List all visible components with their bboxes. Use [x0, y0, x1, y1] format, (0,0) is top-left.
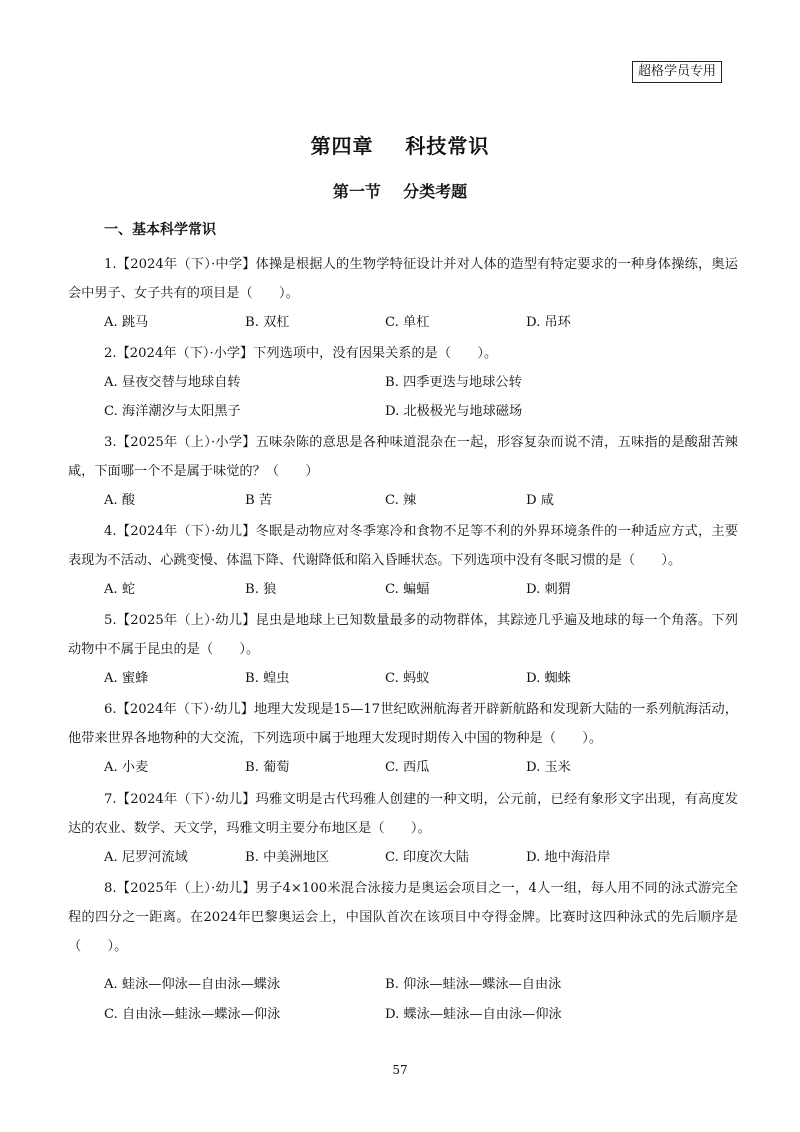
- option-d: D. 北极极光与地球磁场: [385, 404, 523, 419]
- chapter-title: 第四章 科技常识: [310, 134, 490, 158]
- option-d: D. 蝶泳—蛙泳—自由泳—仰泳: [385, 1007, 562, 1022]
- option-d: D. 地中海沿岸: [526, 850, 611, 865]
- option-b: B. 葡萄: [245, 760, 290, 775]
- part-heading: 一、基本科学常识: [104, 222, 216, 238]
- option-d: D. 蜘蛛: [526, 671, 571, 686]
- question-5-text: 5.【2025年（上）·幼儿】昆虫是地球上已知数量最多的动物群体，其踪迹几乎遍及地球的每一个角落。下列动物中不属于昆虫的是（ ）。: [68, 613, 738, 657]
- option-a: A. 蛙泳—仰泳—自由泳—蝶泳: [104, 977, 281, 992]
- option-c: C. 辣: [385, 493, 417, 508]
- option-c: C. 西瓜: [385, 760, 430, 775]
- question-8-text: 8.【2025年（上）·幼儿】男子4×100米混合泳接力是奥运会项目之一，4人一组，每人用不同的泳式游完全程的四分之一距离。在2024年巴黎奥运会上，中国队首次在该项目中夺得金牌。比赛时这四种泳式的先后顺序是（ ）。: [68, 881, 738, 954]
- option-b: B. 蝗虫: [245, 671, 290, 686]
- option-a: A. 尼罗河流域: [104, 850, 188, 865]
- option-b: B. 双杠: [245, 315, 290, 330]
- option-c: C. 单杠: [385, 315, 430, 330]
- option-c: C. 印度次大陆: [385, 850, 469, 865]
- question-7-text: 7.【2024年（下）·幼儿】玛雅文明是古代玛雅人创建的一种文明，公元前，已经有象形文字出现，有高度发达的农业、数学、天文学，玛雅文明主要分布地区是（ ）。: [68, 792, 738, 836]
- question-4-text: 4.【2024年（下）·幼儿】冬眠是动物应对冬季寒冷和食物不足等不利的外界环境条件的一种适应方式，主要表现为不活动、心跳变慢、体温下降、代谢降低和陷入昏睡状态。下列选项中没有冬眠习惯的是（ ）。: [68, 524, 738, 568]
- option-c: C. 蝙蝠: [385, 582, 430, 597]
- option-a: A. 酸: [104, 493, 136, 508]
- page-number: 57: [392, 1063, 408, 1077]
- option-a: A. 昼夜交替与地球自转: [104, 375, 241, 390]
- option-a: A. 跳马: [104, 315, 149, 330]
- option-b: B. 狼: [245, 582, 277, 597]
- option-d: D. 玉米: [526, 760, 571, 775]
- section-title: 第一节 分类考题: [332, 182, 468, 201]
- option-d: D 咸: [526, 493, 554, 508]
- question-6-text: 6.【2024年（下）·幼儿】地理大发现是15—17世纪欧洲航海者开辟新航路和发现新大陆的一系列航海活动，他带来世界各地物种的大交流，下列选项中属于地理大发现时期传入中国的物种是（ ）。: [68, 702, 738, 746]
- option-c: C. 自由泳—蛙泳—蝶泳—仰泳: [104, 1007, 281, 1022]
- option-b: B 苦: [245, 493, 273, 508]
- option-c: C. 海洋潮汐与太阳黑子: [104, 404, 241, 419]
- option-b: B. 四季更迭与地球公转: [385, 375, 522, 390]
- question-2-text: 2.【2024年（下）·小学】下列选项中，没有因果关系的是（ ）。: [104, 346, 498, 361]
- option-a: A. 蛇: [104, 582, 136, 597]
- option-b: B. 仰泳—蛙泳—蝶泳—自由泳: [385, 977, 562, 992]
- option-d: D. 吊环: [526, 315, 571, 330]
- option-a: A. 小麦: [104, 760, 149, 775]
- option-a: A. 蜜蜂: [104, 671, 149, 686]
- option-c: C. 蚂蚁: [385, 671, 430, 686]
- option-d: D. 刺猬: [526, 582, 571, 597]
- question-1-text: 1.【2024年（下）·中学】体操是根据人的生物学特征设计并对人体的造型有特定要求的一种身体操练，奥运会中男子、女子共有的项目是（ ）。: [68, 257, 738, 301]
- student-only-badge: 超格学员专用: [632, 61, 722, 83]
- question-3-text: 3.【2025年（上）·小学】五味杂陈的意思是各种味道混杂在一起，形容复杂而说不清，五味指的是酸甜苦辣咸，下面哪一个不是属于味觉的？（ ）: [68, 435, 738, 479]
- option-b: B. 中美洲地区: [245, 850, 330, 865]
